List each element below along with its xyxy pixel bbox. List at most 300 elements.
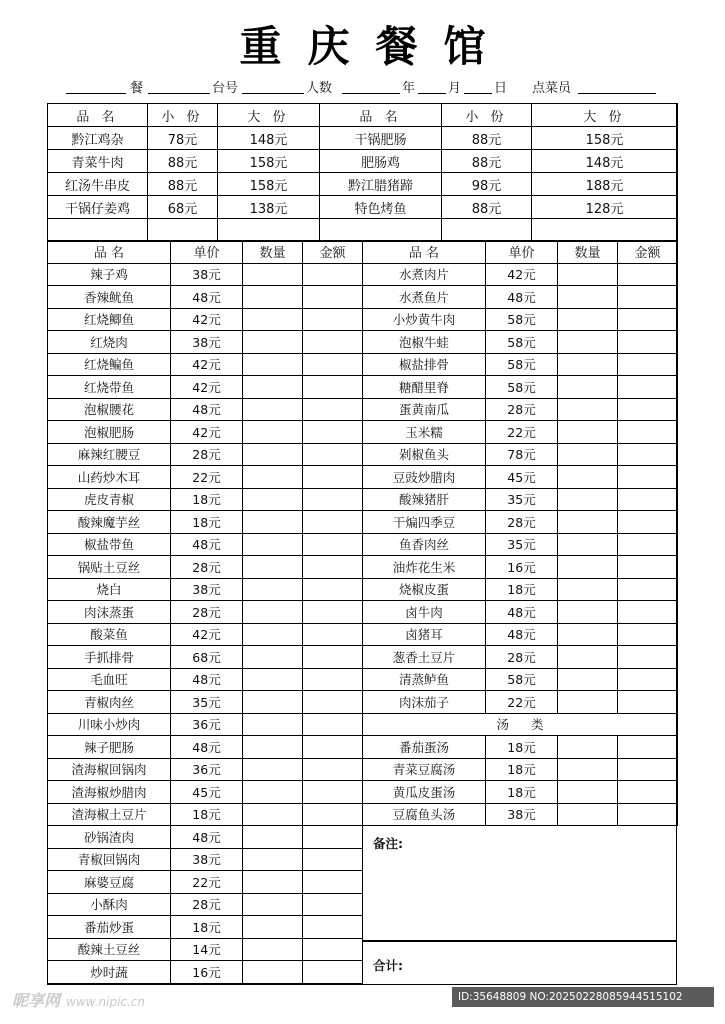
year-blank[interactable] (342, 93, 400, 94)
dish-header-cell: 单价 (486, 241, 558, 264)
dish-row (363, 601, 678, 624)
portion-menu-row (48, 196, 678, 219)
dish-row (48, 713, 363, 736)
dish-name: 椒盐排骨 (363, 353, 486, 376)
dish-price: 38元 (171, 578, 243, 601)
amount-cell[interactable] (303, 578, 363, 601)
quantity-cell[interactable] (243, 511, 303, 534)
amount-cell[interactable] (303, 511, 363, 534)
large-price: 148元 (532, 150, 678, 173)
small-price: 98元 (442, 173, 532, 196)
menu-title: 重庆餐馆 (239, 22, 512, 71)
day-label: 日 (494, 81, 508, 96)
portion-header-cell: 小 份 (442, 104, 532, 127)
dish-price: 35元 (171, 691, 243, 714)
dish-name: 青椒回锅肉 (48, 848, 171, 871)
table-blank[interactable] (148, 93, 210, 94)
amount-cell[interactable] (618, 623, 678, 646)
quantity-cell[interactable] (243, 781, 303, 804)
image-id-label: ID:35648809 NO:20250228085944515102 (452, 987, 714, 1007)
small-price: 88元 (442, 127, 532, 150)
dish-name: 锅贴土豆丝 (48, 556, 171, 579)
dish-name: 卤牛肉 (363, 601, 486, 624)
amount-cell[interactable] (618, 691, 678, 714)
dish-row (363, 443, 678, 466)
amount-cell[interactable] (618, 286, 678, 309)
dish-price: 35元 (486, 533, 558, 556)
dish-name: 肉沫蒸蛋 (48, 601, 171, 624)
small-price: 78元 (148, 127, 218, 150)
amount-cell[interactable] (303, 623, 363, 646)
quantity-cell[interactable] (243, 736, 303, 759)
dish-name: 手抓排骨 (48, 646, 171, 669)
amount-cell[interactable] (618, 376, 678, 399)
dish-name: 干煸四季豆 (363, 511, 486, 534)
dish-price: 36元 (171, 713, 243, 736)
amount-cell[interactable] (303, 938, 363, 961)
dish-name: 肉沫茄子 (363, 691, 486, 714)
dish-header-cell: 数量 (558, 241, 618, 264)
dish-name: 酸辣猪肝 (363, 488, 486, 511)
dish-price: 42元 (171, 376, 243, 399)
total-label: 合计: (373, 958, 403, 973)
amount-cell[interactable] (303, 781, 363, 804)
left-dish-table (47, 240, 363, 984)
dish-price: 48元 (486, 623, 558, 646)
dish-row (363, 353, 678, 376)
quantity-cell[interactable] (558, 353, 618, 376)
quantity-cell[interactable] (558, 466, 618, 489)
amount-cell[interactable] (618, 353, 678, 376)
amount-cell[interactable] (303, 758, 363, 781)
amount-cell[interactable] (303, 308, 363, 331)
dish-price: 48元 (171, 668, 243, 691)
quantity-cell[interactable] (558, 803, 618, 826)
quantity-cell[interactable] (243, 443, 303, 466)
quantity-cell[interactable] (558, 556, 618, 579)
quantity-cell[interactable] (243, 331, 303, 354)
dish-price: 38元 (486, 803, 558, 826)
dish-name: 烧白 (48, 578, 171, 601)
dish-name: 麻辣红腰豆 (48, 443, 171, 466)
dish-price: 28元 (171, 601, 243, 624)
dish-name: 葱香土豆片 (363, 646, 486, 669)
dish-row (48, 578, 363, 601)
dish-price: 42元 (171, 421, 243, 444)
large-price: 138元 (218, 196, 320, 219)
amount-cell[interactable] (303, 961, 363, 984)
amount-cell[interactable] (618, 466, 678, 489)
dish-price: 58元 (486, 331, 558, 354)
soup-section-label: 汤类 (363, 713, 678, 736)
notes-box[interactable] (362, 826, 677, 941)
amount-cell[interactable] (303, 916, 363, 939)
dish-row (48, 533, 363, 556)
quantity-cell[interactable] (558, 263, 618, 286)
large-price: 158元 (218, 150, 320, 173)
dish-price: 22元 (171, 871, 243, 894)
dish-price: 42元 (486, 263, 558, 286)
amount-cell[interactable] (618, 308, 678, 331)
amount-cell[interactable] (303, 713, 363, 736)
dish-name: 特色烤鱼 (320, 196, 442, 219)
dish-price: 18元 (486, 736, 558, 759)
amount-cell[interactable] (303, 488, 363, 511)
dish-price: 18元 (171, 488, 243, 511)
dish-name: 红烧带鱼 (48, 376, 171, 399)
portion-menu-header (48, 104, 678, 127)
dish-row (48, 353, 363, 376)
dish-price: 28元 (486, 511, 558, 534)
dish-name: 虎皮青椒 (48, 488, 171, 511)
quantity-cell[interactable] (243, 421, 303, 444)
quantity-cell[interactable] (243, 376, 303, 399)
dish-name: 香辣鱿鱼 (48, 286, 171, 309)
dish-row (48, 871, 363, 894)
amount-cell[interactable] (618, 736, 678, 759)
dish-row (48, 826, 363, 849)
dish-row (48, 736, 363, 759)
dish-row (363, 263, 678, 286)
portion-header-cell: 小 份 (148, 104, 218, 127)
dish-name: 水煮肉片 (363, 263, 486, 286)
quantity-cell[interactable] (558, 646, 618, 669)
dish-row (48, 308, 363, 331)
table-label: 台号 (212, 81, 239, 96)
dish-row (363, 376, 678, 399)
dish-name: 毛血旺 (48, 668, 171, 691)
amount-cell[interactable] (618, 331, 678, 354)
amount-cell[interactable] (618, 646, 678, 669)
watermark-text: 昵享网 (12, 991, 61, 1010)
quantity-cell[interactable] (243, 646, 303, 669)
amount-cell[interactable] (303, 398, 363, 421)
amount-cell[interactable] (618, 263, 678, 286)
dish-name: 油炸花生米 (363, 556, 486, 579)
dish-row (363, 758, 678, 781)
amount-cell[interactable] (303, 893, 363, 916)
quantity-cell[interactable] (558, 421, 618, 444)
dish-name: 砂锅渣肉 (48, 826, 171, 849)
portion-menu-row (48, 173, 678, 196)
quantity-cell[interactable] (243, 848, 303, 871)
quantity-cell[interactable] (558, 331, 618, 354)
dish-row (363, 646, 678, 669)
dish-name: 酸辣魔芋丝 (48, 511, 171, 534)
dish-row (363, 781, 678, 804)
quantity-cell[interactable] (558, 691, 618, 714)
amount-cell[interactable] (303, 556, 363, 579)
amount-cell[interactable] (303, 466, 363, 489)
dish-price: 68元 (171, 646, 243, 669)
dish-price: 18元 (171, 803, 243, 826)
quantity-cell[interactable] (243, 353, 303, 376)
dish-name: 泡椒肥肠 (48, 421, 171, 444)
dish-name: 黔江鸡杂 (48, 127, 148, 150)
dish-name: 青菜豆腐汤 (363, 758, 486, 781)
dish-name: 青椒肉丝 (48, 691, 171, 714)
dish-name: 豆豉炒腊肉 (363, 466, 486, 489)
quantity-cell[interactable] (243, 826, 303, 849)
small-price: 88元 (148, 150, 218, 173)
amount-cell[interactable] (303, 826, 363, 849)
amount-cell[interactable] (303, 601, 363, 624)
dish-name: 小酥肉 (48, 893, 171, 916)
dish-name: 干锅仔姜鸡 (48, 196, 148, 219)
quantity-cell[interactable] (243, 488, 303, 511)
quantity-cell[interactable] (558, 511, 618, 534)
quantity-cell[interactable] (558, 443, 618, 466)
amount-cell[interactable] (303, 533, 363, 556)
dish-price: 58元 (486, 308, 558, 331)
dish-name: 青菜牛肉 (48, 150, 148, 173)
quantity-cell[interactable] (558, 578, 618, 601)
waiter-blank[interactable] (578, 93, 656, 94)
dish-name[interactable] (48, 219, 148, 242)
dish-header-cell: 品 名 (48, 241, 171, 264)
dish-name: 渣海椒土豆片 (48, 803, 171, 826)
dish-price: 48元 (171, 736, 243, 759)
quantity-cell[interactable] (243, 893, 303, 916)
quantity-cell[interactable] (243, 916, 303, 939)
amount-cell[interactable] (618, 421, 678, 444)
year-label: 年 (402, 81, 416, 96)
quantity-cell[interactable] (243, 308, 303, 331)
large-price: 158元 (218, 173, 320, 196)
quantity-cell[interactable] (243, 691, 303, 714)
dish-price: 18元 (486, 781, 558, 804)
amount-cell[interactable] (618, 398, 678, 421)
dish-name: 辣子鸡 (48, 263, 171, 286)
dish-name: 山药炒木耳 (48, 466, 171, 489)
amount-cell[interactable] (618, 488, 678, 511)
large-price: 158元 (532, 127, 678, 150)
portion-header-cell: 品 名 (48, 104, 148, 127)
dish-name: 水煮鱼片 (363, 286, 486, 309)
waiter-label: 点菜员 (532, 81, 572, 96)
amount-cell[interactable] (303, 286, 363, 309)
quantity-cell[interactable] (558, 668, 618, 691)
dish-name: 卤猪耳 (363, 623, 486, 646)
quantity-cell[interactable] (243, 286, 303, 309)
dish-price: 28元 (171, 556, 243, 579)
large-price: 148元 (218, 127, 320, 150)
dish-name: 黄瓜皮蛋汤 (363, 781, 486, 804)
quantity-cell[interactable] (243, 623, 303, 646)
dish-price: 16元 (171, 961, 243, 984)
dish-row (48, 916, 363, 939)
quantity-cell[interactable] (243, 803, 303, 826)
dish-name: 酸辣土豆丝 (48, 938, 171, 961)
quantity-cell[interactable] (558, 398, 618, 421)
dish-name: 小炒黄牛肉 (363, 308, 486, 331)
quantity-cell[interactable] (243, 713, 303, 736)
small-price[interactable] (442, 219, 532, 242)
amount-cell[interactable] (303, 443, 363, 466)
left-dish-header (48, 241, 363, 264)
dish-name: 川味小炒肉 (48, 713, 171, 736)
dish-price: 58元 (486, 353, 558, 376)
portion-header-cell: 大 份 (218, 104, 320, 127)
soup-section-header (363, 713, 678, 736)
amount-cell[interactable] (303, 263, 363, 286)
dish-row (363, 803, 678, 826)
amount-cell[interactable] (303, 691, 363, 714)
dish-name: 黔江腊猪蹄 (320, 173, 442, 196)
small-price: 68元 (148, 196, 218, 219)
quantity-cell[interactable] (243, 961, 303, 984)
dish-row (363, 511, 678, 534)
dish-price: 18元 (486, 578, 558, 601)
dish-price: 42元 (171, 308, 243, 331)
amount-cell[interactable] (303, 331, 363, 354)
dish-row (363, 668, 678, 691)
month-label: 月 (448, 81, 462, 96)
quantity-cell[interactable] (243, 938, 303, 961)
amount-cell[interactable] (303, 668, 363, 691)
quantity-cell[interactable] (243, 556, 303, 579)
dish-name: 番茄蛋汤 (363, 736, 486, 759)
dish-price: 78元 (486, 443, 558, 466)
quantity-cell[interactable] (243, 466, 303, 489)
small-price: 88元 (442, 196, 532, 219)
quantity-cell[interactable] (243, 871, 303, 894)
people-blank[interactable] (242, 93, 304, 94)
total-box[interactable] (362, 941, 677, 985)
dish-row (363, 308, 678, 331)
dish-name: 红烧鲫鱼 (48, 308, 171, 331)
dish-row (363, 691, 678, 714)
dish-price: 22元 (171, 466, 243, 489)
quantity-cell[interactable] (558, 308, 618, 331)
dish-name: 鱼香肉丝 (363, 533, 486, 556)
dish-price: 42元 (171, 623, 243, 646)
dish-row (48, 601, 363, 624)
amount-cell[interactable] (303, 871, 363, 894)
meal-blank[interactable] (66, 93, 126, 94)
dish-row (48, 331, 363, 354)
quantity-cell[interactable] (558, 736, 618, 759)
quantity-cell[interactable] (243, 263, 303, 286)
quantity-cell[interactable] (558, 533, 618, 556)
amount-cell[interactable] (618, 803, 678, 826)
dish-name: 剁椒鱼头 (363, 443, 486, 466)
amount-cell[interactable] (303, 376, 363, 399)
dish-price: 38元 (171, 331, 243, 354)
quantity-cell[interactable] (243, 533, 303, 556)
dish-name: 蛋黄南瓜 (363, 398, 486, 421)
amount-cell[interactable] (618, 601, 678, 624)
small-price: 88元 (442, 150, 532, 173)
dish-name: 椒盐带鱼 (48, 533, 171, 556)
dish-price: 35元 (486, 488, 558, 511)
quantity-cell[interactable] (558, 601, 618, 624)
quantity-cell[interactable] (558, 758, 618, 781)
amount-cell[interactable] (618, 443, 678, 466)
dish-row (48, 848, 363, 871)
small-price[interactable] (148, 219, 218, 242)
dish-row (48, 443, 363, 466)
dish-row (363, 736, 678, 759)
watermark-url: www.nipic.cn (66, 995, 146, 1009)
quantity-cell[interactable] (558, 781, 618, 804)
dish-price: 48元 (171, 533, 243, 556)
dish-row (48, 938, 363, 961)
amount-cell[interactable] (303, 353, 363, 376)
amount-cell[interactable] (618, 578, 678, 601)
dish-name: 泡椒牛蛙 (363, 331, 486, 354)
dish-price: 58元 (486, 376, 558, 399)
amount-cell[interactable] (618, 533, 678, 556)
dish-row (48, 421, 363, 444)
large-price[interactable] (218, 219, 320, 242)
dish-price: 36元 (171, 758, 243, 781)
quantity-cell[interactable] (243, 668, 303, 691)
amount-cell[interactable] (303, 421, 363, 444)
quantity-cell[interactable] (558, 488, 618, 511)
amount-cell[interactable] (303, 803, 363, 826)
dish-row (48, 376, 363, 399)
amount-cell[interactable] (303, 646, 363, 669)
dish-price: 58元 (486, 668, 558, 691)
dish-row (48, 263, 363, 286)
amount-cell[interactable] (303, 736, 363, 759)
dish-name: 番茄炒蛋 (48, 916, 171, 939)
amount-cell[interactable] (618, 781, 678, 804)
small-price: 88元 (148, 173, 218, 196)
dish-row (48, 466, 363, 489)
dish-price: 28元 (171, 893, 243, 916)
quantity-cell[interactable] (243, 601, 303, 624)
quantity-cell[interactable] (558, 286, 618, 309)
quantity-cell[interactable] (243, 398, 303, 421)
dish-name: 红汤牛串皮 (48, 173, 148, 196)
amount-cell[interactable] (303, 848, 363, 871)
quantity-cell[interactable] (558, 623, 618, 646)
dish-row (48, 623, 363, 646)
amount-cell[interactable] (618, 556, 678, 579)
dish-row (363, 398, 678, 421)
large-price: 188元 (532, 173, 678, 196)
dish-name[interactable] (320, 219, 442, 242)
dish-name: 清蒸鲈鱼 (363, 668, 486, 691)
amount-cell[interactable] (618, 511, 678, 534)
amount-cell[interactable] (618, 758, 678, 781)
quantity-cell[interactable] (243, 578, 303, 601)
dish-name: 辣子肥肠 (48, 736, 171, 759)
dish-row (48, 668, 363, 691)
dish-row (48, 286, 363, 309)
amount-cell[interactable] (618, 668, 678, 691)
dish-header-cell: 金额 (618, 241, 678, 264)
dish-row (363, 466, 678, 489)
dish-row (363, 488, 678, 511)
dish-header-cell: 金额 (303, 241, 363, 264)
day-blank[interactable] (464, 93, 492, 94)
dish-row (48, 398, 363, 421)
quantity-cell[interactable] (243, 758, 303, 781)
quantity-cell[interactable] (558, 376, 618, 399)
dish-price: 18元 (171, 916, 243, 939)
dish-price: 18元 (171, 511, 243, 534)
dish-name: 烧椒皮蛋 (363, 578, 486, 601)
month-blank[interactable] (418, 93, 446, 94)
right-dish-table (362, 240, 678, 826)
portion-header-cell: 大 份 (532, 104, 678, 127)
dish-name: 豆腐鱼头汤 (363, 803, 486, 826)
dish-name: 渣海椒回锅肉 (48, 758, 171, 781)
large-price[interactable] (532, 219, 678, 242)
